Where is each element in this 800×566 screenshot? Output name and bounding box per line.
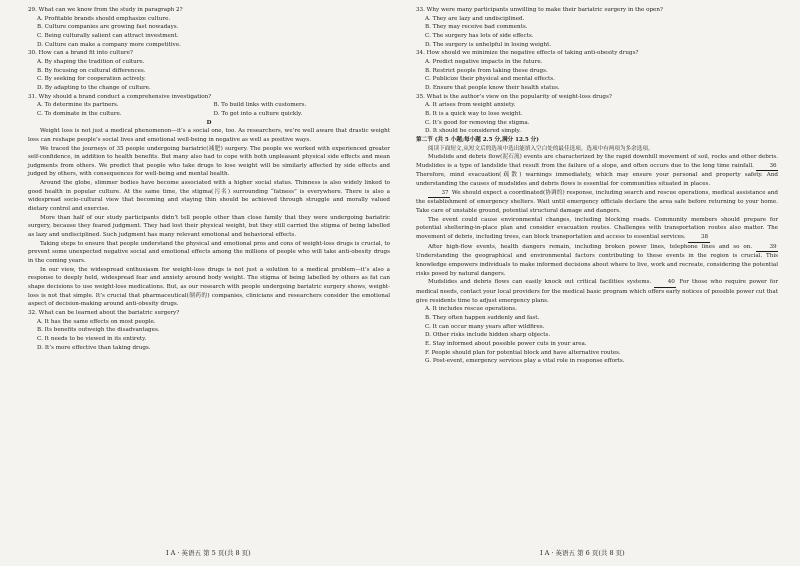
blank-40: 40 <box>654 278 676 288</box>
blank-38: 38 <box>688 233 710 243</box>
question-32-option-a: A. It has the same effects on most people. <box>37 318 156 325</box>
question-30-option-a: A. By shaping the tradition of culture. <box>37 58 145 65</box>
passage-d-paragraph: In our view, the widespread enthusiasm for weight-loss drugs is not just a solution to a medical problem—it’s also a response to deeply held, widespread fear and anxiety around body weight. The stigma of being labelled by others as fat can shape decisions to use weight-loss medications. But, as our research with people undergoing bariatric surgery shows, weight-loss is not that simple. It’s crucial that pharmaceutical(制药的) companies, clinicians and researchers consider the emotional aspect of decision-making around anti-obesity drugs. <box>28 266 390 308</box>
cloze-choice-f: F. People should plan for potential block and have alternative routes. <box>425 349 621 356</box>
question-29-option-d: D. Culture can make a company more competitive. <box>37 41 181 48</box>
passage-d-paragraph: We traced the journeys of 35 people undergoing bariatric(减肥) surgery. The people we worked with experienced greater self-confidence, in addition to health benefits. But many also had to cope with both unpleasant physical side effects and mean judgments from others. We predict that people who take drugs to lose weight will be similarly affected by side effects and judged by others, with consequences for well-being and mental health. <box>28 145 390 178</box>
left-column <box>28 6 390 352</box>
passage-d-heading: D <box>206 119 212 126</box>
question-34-option-b: B. Restrict people from taking these drugs. <box>425 67 548 74</box>
cloze-text: Understanding the geographical and environmental factors contributing to these events in the region is crucial. This knowledge empowers individuals to make informed decisions about where to live, work and recreate, considering the potential risks posed by natural dangers. <box>416 253 778 277</box>
cloze-paragraph-1 <box>416 153 778 189</box>
question-34-option-a: A. Predict negative impacts in the future. <box>425 58 543 65</box>
question-35-option-a: A. It arises from weight anxiety. <box>425 102 516 109</box>
cloze-text: We should expect a coordinated(协调的) response, including search and rescue operations, medical assistance and the establishment of emergency shelters. Wait until emergency officials declare the area safe before returning to your home. Take care of unstable ground, potential structural damage and dangers. <box>416 189 778 215</box>
passage-d-paragraph: Around the globe, slimmer bodies have become associated with a higher social status. Thinness is also widely linked to good health in popular culture. At the same time, the stigma(污名) surrounding “fatness” is everywhere. There is also a widespread socio-cultural view that becoming and staying thin should be achieved through struggle and morally valued dietary control and exercise. <box>28 180 390 213</box>
question-31-option-c: C. To dominate in the culture. <box>37 110 122 117</box>
question-29-stem: 29. What can we know from the study in paragraph 2? <box>28 7 183 13</box>
question-29-option-c: C. Being culturally salient can attract investment. <box>37 32 179 39</box>
cloze-choice-d: D. Other risks include hidden sharp objects. <box>425 332 551 339</box>
cloze-paragraph-3 <box>416 216 778 243</box>
question-34-option-c: C. Publicize their physical and mental effects. <box>425 76 555 83</box>
question-30-stem: 30. How can a brand fit into culture? <box>28 50 133 57</box>
right-column <box>416 6 778 366</box>
question-35-option-c: C. It’s good for removing the stigma. <box>425 119 530 126</box>
question-32-option-b: B. Its benefits outweigh the disadvantages. <box>37 327 160 334</box>
question-35-option-b: B. It is a quick way to lose weight. <box>425 110 523 117</box>
cloze-choice-a: A. It includes rescue operations. <box>425 306 517 313</box>
question-34-option-d: D. Ensure that people know their health status. <box>425 84 560 91</box>
blank-37: 37 <box>428 189 450 199</box>
question-29-option-b: B. Culture companies are growing fast nowadays. <box>37 24 179 31</box>
question-30-option-b: B. By focusing on cultural differences. <box>37 67 146 74</box>
cloze-text: For those who require power for medical needs, contact your local providers for the medical basic program which offers early notices of possible power cut that give residents time to adjust emergency plans. <box>416 279 778 304</box>
question-31-options-row-2 <box>37 110 390 119</box>
page-footer-left: Ⅰ A · 英语五 第 5 页(共 8 页) <box>166 549 251 557</box>
question-31-stem: 31. Why should a brand conduct a comprehensive investigation? <box>28 93 212 100</box>
question-31-option-d: D. To get into a culture quickly. <box>213 110 303 117</box>
cloze-text: Therefore, mind evacuation(疏散) warnings immediately, which may ensure your personal and property safety. And understanding the causes of mudslides and debris flows is essential for communities situated in places. <box>416 172 778 188</box>
question-32-option-c: C. It needs to be viewed in its entirety. <box>37 335 147 342</box>
cloze-choice-c: C. It can occur many years after wildfires. <box>425 323 545 330</box>
question-30-option-c: C. By seeking for cooperation actively. <box>37 76 146 83</box>
blank-39: 39 <box>756 243 778 253</box>
question-32-stem: 32. What can be learned about the bariatric surgery? <box>28 309 180 316</box>
passage-d-paragraph: More than half of our study participants didn’t tell people other than close family that they were undergoing bariatric surgery, because they feared judgment. They had lost their physical weight, but they still carried the stigma of being labelled as lazy and undisciplined. Such judgment has many relevant emotional and behavioral effects. <box>28 214 390 239</box>
passage-d-paragraph: Taking steps to ensure that people understand the physical and emotional pros and cons of weight-loss drugs is crucial, to prevent some unexpected negative social and emotional effects among the millions of people who will take anti-obesity drugs in the coming years. <box>28 240 390 265</box>
passage-d-paragraph: Weight loss is not just a medical phenomenon—it’s a social one, too. As researchers, we’re well aware that drastic weight loss can reshape people’s social lives and emotional well-being in negative as well as positive ways. <box>28 128 390 143</box>
section-2-instructions: 阅读下面短文,从短文后的选项中选出能填入空白处的最佳选项。选项中有两项为多余选项。 <box>428 145 654 152</box>
cloze-paragraph-4 <box>416 243 778 279</box>
cloze-choice-g: G. Post-event, emergency services play a vital role in response efforts. <box>425 358 625 365</box>
cloze-text: After high-flow events, health dangers remain, including broken power lines, telephone lines and so on. <box>428 243 756 250</box>
question-31-option-b: B. To build links with customers. <box>213 102 307 109</box>
question-35-option-d: D. It should be considered simply. <box>425 128 521 135</box>
question-33-option-d: D. The surgery is unhelpful in losing weight. <box>425 41 552 48</box>
cloze-text: Mudslide and debris flow(泥石流) events are characterized by the rapid downhill movement of soil, rocks and other debris. Mudslides is a type of landslide that result from the failure of a slope, and often occurs due to the long time rainfall. <box>416 154 778 169</box>
question-33-option-c: C. The surgery has lots of side effects. <box>425 32 534 39</box>
question-31-options-row-1 <box>37 101 390 110</box>
cloze-choice-e: E. Stay informed about possible power cuts in your area. <box>425 340 587 347</box>
question-31-option-a: A. To determine its partners. <box>37 102 119 109</box>
question-32-option-d: D. It’s more effective than taking drugs. <box>37 344 151 351</box>
question-29-option-a: A. Profitable brands should emphasize culture. <box>37 15 171 22</box>
cloze-paragraph-5 <box>416 278 778 305</box>
cloze-paragraph-2 <box>416 189 778 216</box>
section-2-title: 第二节 (共 5 小题;每小题 2.5 分,满分 12.5 分) <box>416 136 539 143</box>
page-footer-right: Ⅰ A · 英语五 第 6 页(共 8 页) <box>540 549 625 557</box>
cloze-text: The event could cause environmental changes, including blocking roads. Community members should prepare for potential sheltering-in-place plan and consider evacuation routes. Challenges with transportation routes also matter. The movement of debris, including trees, can block transportation and access to essential services. <box>416 216 778 241</box>
cloze-choice-b: B. They often happen suddenly and fast. <box>425 314 540 321</box>
question-33-option-b: B. They may receive bad comments. <box>425 24 528 31</box>
cloze-text: Mudslides and debris flows can easily knock out critical facilities systems. <box>428 279 655 286</box>
question-33-stem: 33. Why were many participants unwilling to make their bariatric surgery in the open? <box>416 7 663 13</box>
question-33-option-a: A. They are lazy and undisciplined. <box>425 15 525 22</box>
question-34-stem: 34. How should we minimize the negative effects of taking anti-obesity drugs? <box>416 50 639 57</box>
blank-36: 36 <box>756 162 778 172</box>
question-30-option-d: D. By adapting to the change of culture. <box>37 84 151 91</box>
question-35-stem: 35. What is the author’s view on the popularity of weight-loss drugs? <box>416 93 612 100</box>
